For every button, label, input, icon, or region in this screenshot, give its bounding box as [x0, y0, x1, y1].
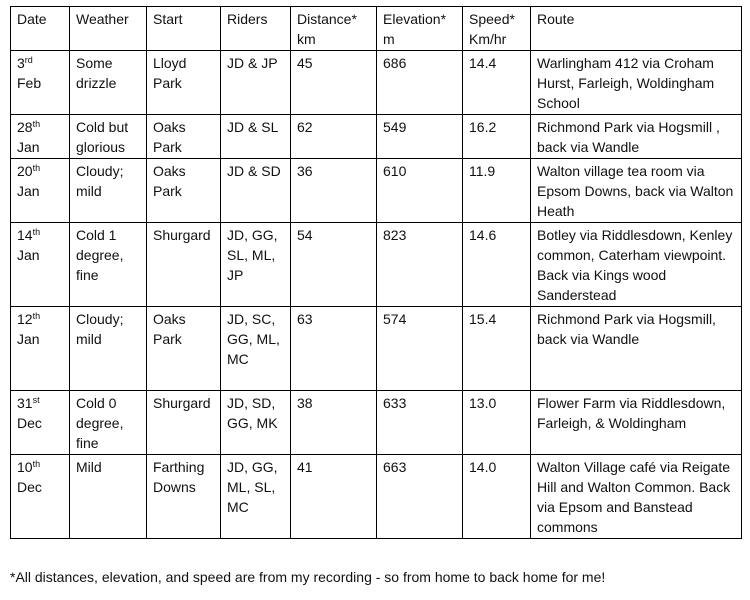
table-row: [11, 455, 742, 539]
route-cell: Botley via Riddlesdown, Kenley common, Caterham viewpoint. Back via Kings wood Sanderstead: [531, 223, 742, 307]
date-month: Jan: [17, 331, 40, 347]
rides-table: [10, 6, 742, 539]
distance-cell: 62: [291, 115, 377, 159]
start-header: [147, 7, 221, 51]
weather-cell: Cold 1 degree, fine: [70, 223, 147, 307]
speed-cell: 14.4: [463, 51, 531, 115]
riders-header: [221, 7, 291, 51]
distance-cell: 45: [291, 51, 377, 115]
start-cell: Shurgard: [147, 391, 221, 455]
weather-header-label: Weather: [76, 11, 129, 27]
speed-cell: 16.2: [463, 115, 531, 159]
elevation-cell: 686: [377, 51, 463, 115]
route-cell: Richmond Park via Hogsmill, back via Wandle: [531, 307, 742, 391]
table-row: [11, 159, 742, 223]
date-month: Dec: [17, 415, 42, 431]
start-cell: Oaks Park: [147, 159, 221, 223]
date-month: Jan: [17, 183, 40, 199]
date-day: 31: [17, 395, 33, 411]
date-header: [11, 7, 70, 51]
speed-cell: 13.0: [463, 391, 531, 455]
date-month: Dec: [17, 479, 42, 495]
elevation-header-label: Elevation*: [383, 11, 447, 27]
date-month: Feb: [17, 75, 42, 91]
table-row: [11, 115, 742, 159]
route-cell: Richmond Park via Hogsmill , back via Wandle: [531, 115, 742, 159]
riders-cell: JD & SL: [221, 115, 291, 159]
table-row: [11, 223, 742, 307]
distance-cell: 38: [291, 391, 377, 455]
speed-header: [463, 7, 531, 51]
elevation-cell: 823: [377, 223, 463, 307]
start-cell: Farthing Downs: [147, 455, 221, 539]
table-row: [11, 307, 742, 391]
distance-header-label: Distance*: [297, 11, 357, 27]
speed-cell: 14.0: [463, 455, 531, 539]
date-month: Jan: [17, 139, 40, 155]
speed-cell: 14.6: [463, 223, 531, 307]
route-cell: Walton Village café via Reigate Hill and Walton Common. Back via Epsom and Banstead commons: [531, 455, 742, 539]
riders-cell: JD, SD, GG, MK: [221, 391, 291, 455]
elevation-cell: 610: [377, 159, 463, 223]
start-cell: Lloyd Park: [147, 51, 221, 115]
distance-unit: km: [297, 31, 316, 47]
date-suffix: th: [32, 311, 41, 321]
date-cell: [11, 391, 70, 455]
elevation-cell: 633: [377, 391, 463, 455]
weather-cell: Mild: [70, 455, 147, 539]
footnote: *All distances, elevation, and speed are from my recording - so from home to back home for me!: [10, 569, 606, 585]
weather-cell: Some drizzle: [70, 51, 147, 115]
start-header-label: Start: [153, 11, 183, 27]
weather-cell: Cloudy; mild: [70, 159, 147, 223]
date-suffix: th: [32, 163, 41, 173]
riders-cell: JD, GG, SL, ML, JP: [221, 223, 291, 307]
date-cell: [11, 115, 70, 159]
riders-cell: JD & SD: [221, 159, 291, 223]
table-row: [11, 391, 742, 455]
route-header-label: Route: [537, 11, 575, 27]
riders-cell: JD & JP: [221, 51, 291, 115]
elevation-cell: 663: [377, 455, 463, 539]
date-day: 12: [17, 311, 33, 327]
weather-header: [70, 7, 147, 51]
start-cell: Shurgard: [147, 223, 221, 307]
route-cell: Flower Farm via Riddlesdown, Farleigh, & Woldingham: [531, 391, 742, 455]
header-row: [11, 7, 742, 51]
distance-cell: 41: [291, 455, 377, 539]
weather-cell: Cloudy; mild: [70, 307, 147, 391]
distance-header: [291, 7, 377, 51]
weather-cell: Cold 0 degree, fine: [70, 391, 147, 455]
speed-cell: 11.9: [463, 159, 531, 223]
route-cell: Walton village tea room via Epsom Downs, back via Walton Heath: [531, 159, 742, 223]
date-day: 10: [17, 459, 33, 475]
date-cell: [11, 159, 70, 223]
route-header: [531, 7, 742, 51]
date-cell: [11, 455, 70, 539]
speed-header-label: Speed*: [469, 11, 515, 27]
date-cell: [11, 223, 70, 307]
date-day: 14: [17, 227, 33, 243]
date-suffix: th: [32, 227, 41, 237]
date-month: Jan: [17, 247, 40, 263]
distance-cell: 63: [291, 307, 377, 391]
date-header-label: Date: [17, 11, 47, 27]
riders-header-label: Riders: [227, 11, 268, 27]
elevation-cell: 574: [377, 307, 463, 391]
elevation-header: [377, 7, 463, 51]
elevation-unit: m: [383, 31, 395, 47]
date-suffix: th: [32, 119, 41, 129]
date-day: 3: [17, 55, 25, 71]
start-cell: Oaks Park: [147, 307, 221, 391]
distance-cell: 36: [291, 159, 377, 223]
date-cell: [11, 307, 70, 391]
date-suffix: th: [32, 459, 41, 469]
speed-unit: Km/hr: [469, 31, 507, 47]
speed-cell: 15.4: [463, 307, 531, 391]
riders-cell: JD, SC, GG, ML, MC: [221, 307, 291, 391]
weather-cell: Cold but glorious: [70, 115, 147, 159]
riders-cell: JD, GG, ML, SL, MC: [221, 455, 291, 539]
date-day: 20: [17, 163, 33, 179]
date-suffix: rd: [24, 55, 33, 65]
start-cell: Oaks Park: [147, 115, 221, 159]
distance-cell: 54: [291, 223, 377, 307]
date-cell: [11, 51, 70, 115]
date-day: 28: [17, 119, 33, 135]
table-row: [11, 51, 742, 115]
route-cell: Warlingham 412 via Croham Hurst, Farleigh, Woldingham School: [531, 51, 742, 115]
date-suffix: st: [32, 395, 40, 405]
elevation-cell: 549: [377, 115, 463, 159]
